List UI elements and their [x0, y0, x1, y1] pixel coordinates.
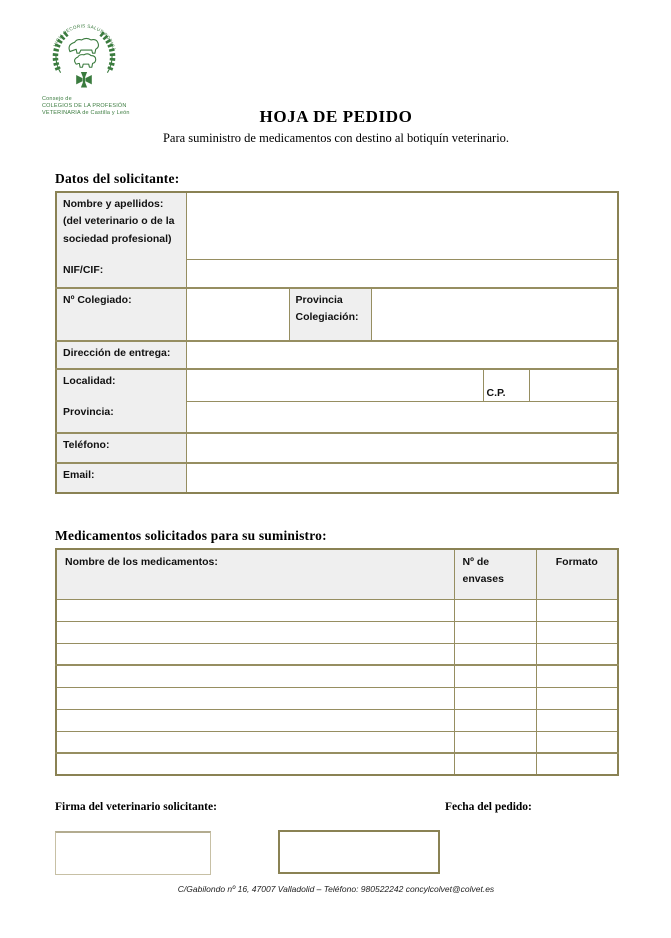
org-line-3: VETERINARIA de Castilla y León	[42, 110, 130, 117]
page-subtitle: Para suministro de medicamentos con destino al botiquín veterinario.	[162, 131, 510, 145]
delivery-address-input-cell[interactable]	[186, 341, 618, 369]
livestock-figures-icon	[69, 38, 98, 67]
signature-box[interactable]	[55, 831, 211, 875]
medication-quantity-cell[interactable]	[454, 709, 536, 731]
logo	[42, 13, 162, 117]
medication-name-cell[interactable]	[56, 709, 454, 731]
medication-name-cell[interactable]	[56, 665, 454, 687]
medication-row	[56, 621, 618, 643]
medications-table-body	[56, 599, 618, 775]
footer-contact: C/Gabilondo nº 16, 47007 Valladolid – Teléfono: 980522242 concylcolvet@colvet.es	[177, 884, 495, 894]
email-input-cell[interactable]	[186, 463, 618, 493]
medication-quantity-cell[interactable]	[454, 665, 536, 687]
medication-format-cell[interactable]	[536, 753, 618, 775]
medication-row	[56, 599, 618, 621]
locality-label: Localidad:	[63, 375, 116, 387]
signature-label: Firma del veterinario solicitante:	[55, 801, 217, 813]
phone-label: Teléfono:	[56, 433, 186, 463]
medication-row	[56, 753, 618, 775]
org-line-1: Consejo de	[42, 96, 72, 102]
province-collegiation-input-cell[interactable]	[371, 288, 618, 341]
medication-quantity-cell[interactable]	[454, 731, 536, 753]
nif-input-cell[interactable]	[186, 259, 618, 288]
medication-format-cell[interactable]	[536, 709, 618, 731]
name-nif-label-cell	[56, 192, 186, 288]
medication-format-cell[interactable]	[536, 643, 618, 665]
medication-row	[56, 643, 618, 665]
document-header	[55, 107, 617, 146]
medication-name-cell[interactable]	[56, 753, 454, 775]
medication-format-cell[interactable]	[536, 665, 618, 687]
medication-quantity-cell[interactable]	[454, 753, 536, 775]
medication-name-cell[interactable]	[56, 599, 454, 621]
name-note: (del veterinario o de la sociedad profesional)	[63, 215, 175, 245]
province-label: Provincia:	[63, 406, 114, 419]
medication-name-cell[interactable]	[56, 687, 454, 709]
medication-quantity-cell[interactable]	[454, 599, 536, 621]
medication-quantity-cell[interactable]	[454, 687, 536, 709]
cross-icon	[76, 72, 92, 88]
applicant-section-heading: Datos del solicitante:	[55, 171, 180, 186]
date-box[interactable]	[278, 830, 440, 874]
email-label: Email:	[56, 463, 186, 493]
medications-name-column-header: Nombre de los medicamentos:	[56, 549, 454, 599]
medication-quantity-cell[interactable]	[454, 621, 536, 643]
cp-input-cell[interactable]	[529, 369, 618, 401]
province-collegiation-label: Provincia Colegiación:	[289, 288, 371, 341]
medications-quantity-column-header: Nº de envases	[454, 549, 536, 599]
medications-table	[55, 548, 619, 776]
medication-format-cell[interactable]	[536, 731, 618, 753]
cp-label-cell	[483, 369, 529, 401]
applicant-table	[55, 191, 619, 494]
medication-format-cell[interactable]	[536, 621, 618, 643]
medication-row	[56, 709, 618, 731]
delivery-address-label: Dirección de entrega:	[56, 341, 186, 369]
collegiate-input-cell[interactable]	[186, 288, 289, 341]
medication-row	[56, 665, 618, 687]
nif-label: NIF/CIF:	[63, 263, 104, 276]
province-input-cell[interactable]	[186, 401, 618, 433]
phone-input-cell[interactable]	[186, 433, 618, 463]
collegiate-label: Nº Colegiado:	[56, 288, 186, 341]
medication-quantity-cell[interactable]	[454, 643, 536, 665]
name-input-cell[interactable]	[186, 192, 618, 259]
locality-input-cell[interactable]	[186, 369, 483, 401]
medications-section-heading: Medicamentos solicitados para su suministro:	[55, 528, 327, 543]
medication-format-cell[interactable]	[536, 687, 618, 709]
veterinary-council-emblem-icon	[45, 13, 123, 95]
medication-name-cell[interactable]	[56, 643, 454, 665]
cp-label: C.P.	[486, 386, 506, 399]
medication-name-cell[interactable]	[56, 731, 454, 753]
date-label: Fecha del pedido:	[445, 801, 532, 813]
medication-name-cell[interactable]	[56, 621, 454, 643]
locality-province-label-cell	[56, 369, 186, 433]
org-line-2: COLEGIOS DE LA PROFESIÓN	[42, 103, 127, 110]
medication-row	[56, 731, 618, 753]
medications-format-column-header: Formato	[536, 549, 618, 599]
logo-motto: HIGIA PECORIS SALUS POPULI	[52, 23, 117, 51]
page-title: HOJA DE PEDIDO	[259, 107, 413, 126]
medication-format-cell[interactable]	[536, 599, 618, 621]
medication-row	[56, 687, 618, 709]
name-label: Nombre y apellidos:	[63, 198, 164, 210]
